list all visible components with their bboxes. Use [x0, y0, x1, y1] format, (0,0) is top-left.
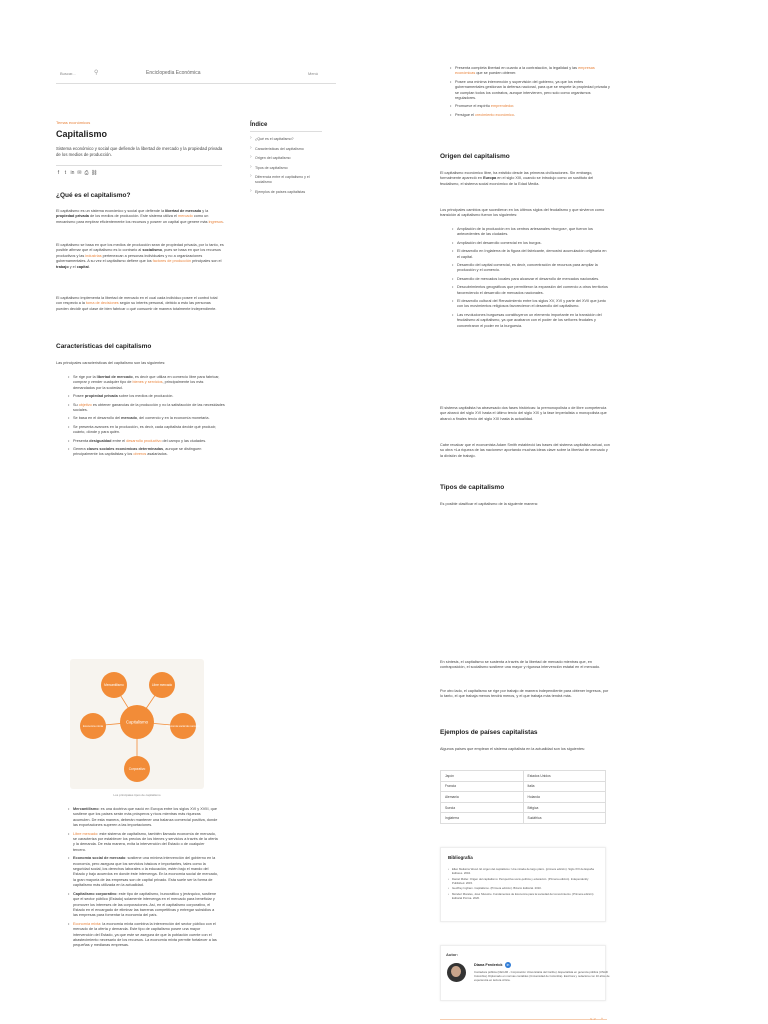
bibliography-list	[448, 867, 602, 901]
toc-item[interactable]: › Características del capitalismo	[250, 147, 324, 152]
article-page-2	[430, 0, 768, 640]
toc-item[interactable]: › Diferencia entre el capitalismo y el socialismo	[250, 175, 324, 184]
list-item: • Geoffrey Ingham. Capitalismo. (Primera edición). Bizarro Editorial. 2010.	[448, 886, 602, 890]
list-item: • Presenta desigualdad entre el desarrollo productivo del campo y las ciudades.	[68, 439, 226, 444]
list-item: • Promueve el espíritu emprendedor.	[450, 104, 612, 109]
inline-link[interactable]: industrias	[85, 253, 102, 258]
author-name[interactable]: Diana Frederick	[474, 963, 503, 967]
paragraph: Algunos países que emplean el sistema capitalista en la actualidad son los siguientes:	[440, 747, 586, 751]
inline-link[interactable]: mercado	[177, 214, 193, 219]
types-list	[68, 807, 218, 952]
table-cell: Sudáfrica	[523, 813, 606, 824]
table-cell: Estados Unidos	[523, 771, 606, 782]
list-item: • El desarrollo cultural del Renacimiento entre los siglos XV, XVI y parte del XVII que junto con los movimientos religiosos favorecieron el desarrollo del capitalismo.	[452, 299, 610, 310]
breadcrumb[interactable]: Temas económicos	[56, 120, 91, 125]
divider	[440, 1019, 607, 1020]
list-item: • Daniel Muller. Origen del capitalismo: Perspectiva socio-política y educación. (Primera edición). Independently Published. 2015.	[448, 877, 602, 885]
list-item: • Libre mercado: este sistema de capitalismo, también llamado economía de mercado, se caracteriza por establecer los precios de los bienes y servicios a través de la oferta y la demanda. De esta manera, evita la intervención del Estado o de cualquier tercero.	[68, 832, 218, 854]
facebook-icon[interactable]: f	[57, 170, 60, 176]
code-icon[interactable]: < >	[590, 1016, 596, 1021]
table-cell: Japón	[441, 771, 524, 782]
table-cell: Holanda	[523, 792, 606, 803]
index-title: Índice	[250, 122, 268, 128]
paragraph: El capitalismo se basa en que los medios de producción sean de propiedad privada, por lo tanto, es posible afirmar que el capitalismo es lo contrario al socialismo, pues se basa en que los recursos productivos y las industrias pertenezcan a personas individuales y no a organizaciones gubernamentales. A su vez el capitalismo defiere que los factores de producción principales son el trabajo y el capital.	[56, 243, 224, 269]
share-bar	[56, 171, 96, 177]
toc-item[interactable]: › Origen del capitalismo	[250, 156, 324, 161]
list-item: • Posee una mínima intervención y supervisión del gobierno, ya que los entes gubernamentales gestionan la defensa nacional, para que se respete la propiedad privada y se cumplan todos los contratos, aunque intervienen, pero solo como organismos reguladores.	[450, 80, 612, 102]
table-cell: Francia	[441, 781, 524, 792]
list-item: • Se basa en el desarrollo del mercado, del comercio y en la economía monetaria.	[68, 416, 226, 421]
list-item: • Economía mixta: la economía mixta combina la intervención del sector público con el mercado de la oferta y demanda. Este tipo de capitalismo posee una mayor intervención del Estado, ya que este se asegura de que la población cuente con el abastecimiento necesario de los recursos. La economía mixta permite fortalecer a las pequeñas y medianas empresas.	[68, 922, 218, 949]
print-icon[interactable]: ⎙	[84, 170, 89, 176]
list-item: • Ampliación de la producción en los centros artesanales «burgos», que fueron los antecedentes de las ciudades.	[452, 227, 610, 238]
section-heading-types: Tipos de capitalismo	[440, 484, 505, 491]
toc-item[interactable]: › Tipos de capitalismo	[250, 166, 324, 171]
features-list-continued	[450, 66, 612, 121]
paragraph: Las principales características del capitalismo son las siguientes:	[56, 361, 166, 365]
section-heading-examples: Ejemplos de países capitalistas	[440, 729, 538, 736]
toc-item[interactable]: › ¿Qué es el capitalismo?	[250, 137, 324, 142]
diagram-svg	[70, 659, 204, 789]
list-item: • Presenta completa libertad en cuanto a la contratación, la legalidad y las empresas económicas que se pueden obtener.	[450, 66, 612, 77]
list-item: • Descubrimientos geográficos que permitieron la expansión del comercio a otros territorios favoreciendo el desarrollo de mercados nacionales.	[452, 285, 610, 296]
diagram-center-label: Capitalismo	[126, 719, 148, 725]
avatar	[447, 963, 466, 982]
capitalism-types-diagram	[70, 659, 204, 789]
diagram-node-label: Economía social de mercado	[166, 725, 200, 728]
paragraph: Es posible clasificar el capitalismo de la siguiente manera:	[440, 502, 538, 506]
article-page-4	[430, 640, 768, 1024]
table-cell: Suecia	[441, 802, 524, 813]
toc-item[interactable]: › Ejemplos de países capitalistas	[250, 190, 324, 195]
page-title: Capitalismo	[56, 129, 108, 139]
site-brand[interactable]: Enciclopedia Económica	[146, 70, 201, 76]
paragraph: En síntesis, el capitalismo se sustenta a través de la libertad de mercado mientras que, en contraposición, el socialismo sostiene una mayor y rigurosa intervención estatal en el mercado.	[440, 660, 601, 670]
table-row	[441, 792, 606, 803]
inline-link[interactable]: factores de producción	[152, 259, 192, 264]
table-cell: Inglaterra	[441, 813, 524, 824]
table-row	[441, 813, 606, 824]
twitter-icon[interactable]: t	[64, 170, 67, 176]
section-heading-what: ¿Qué es el capitalismo?	[56, 192, 131, 199]
table-row	[441, 771, 606, 782]
table-row	[441, 781, 606, 792]
diagram-caption: Los principales tipos de capitalismo	[113, 793, 161, 797]
paragraph: El capitalismo implementa la libertad de mercado en el cual cada individuo posee el control total con respecto a la toma de decisiones según su interés personal, debido a esto las personas pueden decidir qué clase de bien fabricar o qué consumir de manera totalmente independiente.	[56, 296, 218, 311]
list-item: • Las revoluciones burguesas constituyeron un elemento importante en la transición del feudalismo al capitalismo, ya que acabaron con el poder de los señores feudales y concentraron el poder en la burguesía.	[452, 313, 610, 329]
table-cell: Bélgica	[523, 802, 606, 813]
table-cell: Alemania	[441, 792, 524, 803]
list-item: • Se rige por la libertad de mercado, es decir que utiliza en comercio libre para fabricar, comprar y vender cualquier tipo de bienes y servicios, principalmente los más demandados por la sociedad.	[68, 375, 226, 391]
list-item: • Capitalismo corporativo: este tipo de capitalismo, burocrático y jerárquico, sostiene que el sector público (Estado) solamente intervenga en el mercado para beneficiar y promover los intereses de las corporaciones. Así, en el capitalismo corporativo, el Estado en el encargado de eliminar las barreras competitivas y entregar subsidios a las empresas para fomentar la economía del país.	[68, 892, 218, 919]
origin-list	[452, 227, 610, 332]
list-item: • Persigue el crecimiento económico.	[450, 113, 612, 118]
list-item: • Genera clases sociales económicas determinadas, aunque se distinguen principalmente los capitalistas y los obreros asalariados.	[68, 447, 226, 458]
author-bio: Contadora pública (CECAR - Corporación Universitaria del Caribe). Especialista en gerencia pública (UNAD Colombia). Diplomado en normas contables (Universidad de Colombia). Escritora y redactora con 10 años de experiencia en lectura crítica.	[474, 970, 610, 982]
article-page-1	[0, 0, 430, 640]
list-item: • Posee propiedad privada sobre los medios de producción.	[68, 394, 226, 399]
search-icon[interactable]: ⚲	[94, 70, 99, 76]
section-heading-features: Características del capitalismo	[56, 343, 152, 350]
scroll-top-icon[interactable]: ^	[601, 1016, 603, 1021]
paragraph: Los principales cambios que sucedieron en los últimos siglos del feudalismo y que sirvieron como transición al capitalismo fueron los siguientes:	[440, 208, 605, 218]
page-lede: Sistema económico y social que defiende la libertad de mercado y la propiedad privada de los medios de producción.	[56, 146, 223, 157]
email-icon[interactable]: ✉	[77, 170, 82, 176]
divider	[56, 165, 222, 166]
table-row	[441, 802, 606, 813]
linkedin-icon[interactable]: in	[506, 963, 510, 967]
paragraph: El sistema capitalista ha atravesado dos fases históricas: la premonopolista o de libre competencia que abarcó del siglo XVI hasta el último tercio del siglo XIX y la fase imperialista o monopolista que abarcó a finales tercio del siglo XIX hasta la actualidad.	[440, 406, 607, 421]
linkedin-icon[interactable]: in	[70, 170, 75, 176]
divider	[56, 83, 336, 84]
countries-table	[440, 770, 606, 824]
diagram-node-label: Economía mixta	[82, 724, 104, 728]
list-item: • Se presenta avances en la producción, es decir, cada capitalista decide qué producir, cuánto, dónde y para quién.	[68, 425, 226, 436]
list-item: • Desarrollo de mercados locales para alcanzar el desarrollo de mercados nacionales.	[452, 277, 610, 282]
list-item: • Méndez Morales, José Silvestre. Fundamentos de Economía para la sociedad del conocimiento. (Primera edición) Editorial Porrúa. 2020.	[448, 892, 602, 900]
menu-button[interactable]: Menú	[308, 71, 319, 76]
list-item: • Mercantilismo: es una doctrina que nació en Europa entre los siglos XVI y XVIII, que sostiene que los países serán más prósperos y ricos mientras más riquezas acumulen. De esta manera, deberán mantener una balanza comercial positiva, donde las exportaciones superen a las importaciones.	[68, 807, 218, 829]
section-heading-origin: Origen del capitalismo	[440, 153, 510, 160]
list-item: • Ellen Meiksins Wood. El origen del capitalismo: Una mirada de largo plazo. (primera edición). Siglo XXI de España Editores. 2004.	[448, 867, 602, 875]
paragraph: El capitalismo económico libre, ha existido desde las primeras civilizaciones. Sin embargo, formalmente apareció en Europa en el siglo XIII, cuando se introdujo como un sustituto del feudalismo, el sistema social económico de la Edad Media.	[440, 171, 594, 186]
top-bar	[56, 68, 336, 80]
diagram-node-label: Mercantilismo	[104, 683, 124, 687]
divider	[250, 131, 322, 132]
list-item: • Desarrollo del capital comercial, es decir, concentración de recursos para ampliar la producción y el comercio.	[452, 263, 610, 274]
paragraph: El capitalismo es un sistema económico y social que defiende la libertad de mercado y la propiedad privada de los medios de producción. Este sistema utiliza el mercado como un mecanismo para emplear eficientemente los recursos y poseer un capital que genere más ingresos.	[56, 209, 225, 224]
bibliography-box	[440, 847, 606, 922]
paragraph: Por otro lado, el capitalismo se rige por trabajo de manera independiente para obtener ingresos, por lo tanto, el que trabaja menos tendrá menos, y el que trabaja más tendrá más.	[440, 689, 609, 699]
inline-link[interactable]: ingresos	[208, 219, 223, 224]
list-item: • El desarrollo en Inglaterra de la figura del fabricante, demostró acumulación originaria en el capital.	[452, 249, 610, 260]
list-item: • Ampliación del desarrollo comercial en los burgos.	[452, 241, 610, 246]
list-item: • Economía social de mercado: sostiene una mínima intervención del gobierno en la economía, pero asegura que los servicios básicos e importantes, tales como la seguridad social, los derechos laborales o la educación, estén bajo el mando del Estado y bajo acuerdos en donde éste intervenga. En la economía social de mercado, la gran mayoría de las empresas son de capital privado. Esta suele ser la forma de capitalismo más utilizada en la actualidad.	[68, 856, 218, 888]
search-input[interactable]: Buscar...	[60, 71, 76, 76]
list-item: • Su objetivo es obtener ganancias de la producción y no la satisfacción de las necesidades sociales.	[68, 403, 226, 414]
author-box	[440, 945, 610, 1001]
paragraph: Cabe recalcar que el economista Adam Smith estableció las bases del sistema capitalista actual, con su obra «La riqueza de las naciones» aportando muchas ideas clave sobre la libertad de mercado y la división de trabajo.	[440, 443, 610, 458]
features-list	[68, 375, 226, 461]
table-cell: Italia	[523, 781, 606, 792]
table-of-contents	[250, 137, 324, 199]
link-icon[interactable]: ⛓	[91, 170, 98, 176]
bibliography-title: Bibliografía	[448, 855, 473, 860]
author-label: Autor:	[446, 952, 458, 957]
diagram-node-label: Libre mercado	[151, 683, 173, 687]
inline-link[interactable]: toma de decisiones	[85, 301, 119, 306]
article-page-3	[0, 640, 430, 1024]
diagram-node-label: Corporativo	[128, 767, 146, 771]
